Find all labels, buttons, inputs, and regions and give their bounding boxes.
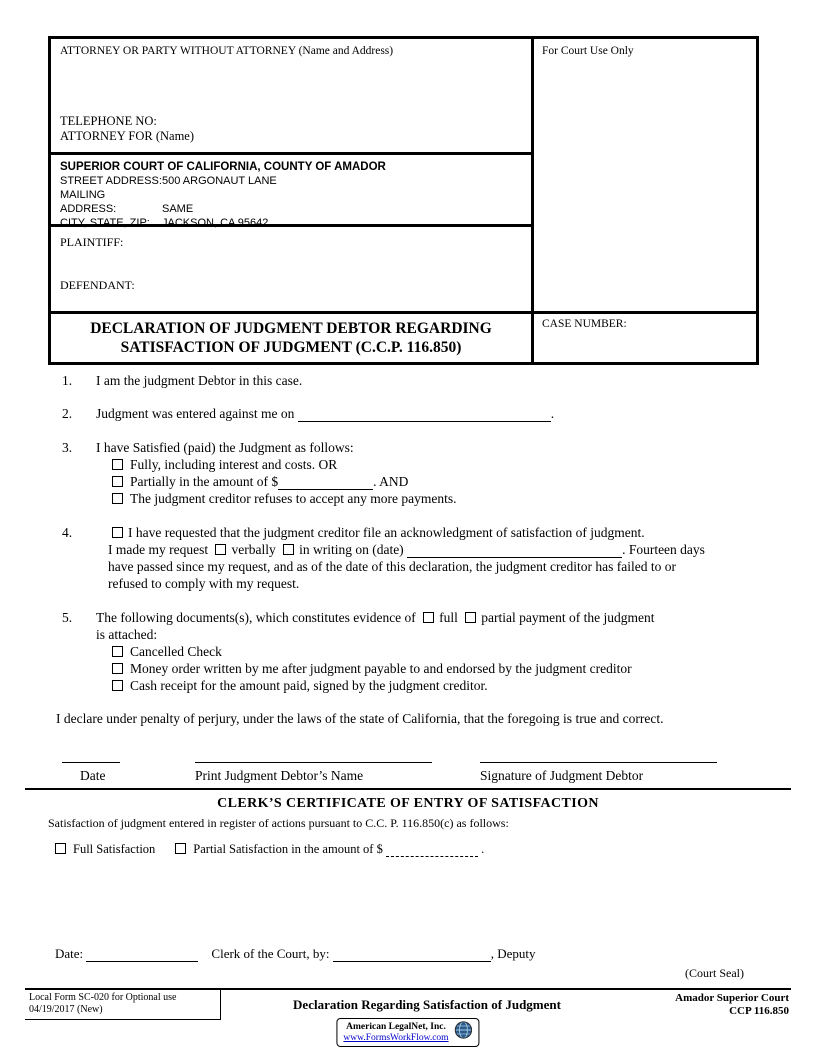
item-1-text: I am the judgment Debtor in this case. <box>96 373 303 388</box>
item-3a-row <box>112 456 768 473</box>
checkbox-cancelled-check[interactable] <box>112 646 123 657</box>
item-5a-row <box>112 643 768 660</box>
checkbox-evidence-full[interactable] <box>423 612 434 623</box>
request-date-line[interactable] <box>407 545 622 558</box>
item-5-partial: partial payment of the judgment <box>481 610 655 625</box>
form-title-line1: DECLARATION OF JUDGMENT DEBTOR REGARDING <box>90 320 492 337</box>
telephone-label: TELEPHONE NO: <box>60 114 157 128</box>
footer-ccp-code: CCP 116.850 <box>729 1005 789 1017</box>
item-5c-row <box>112 677 768 694</box>
clerk-subtext: Satisfaction of judgment entered in register of actions pursuant to C.C. P. 116.850(c) as follows: <box>48 816 509 830</box>
item-5 <box>62 609 768 694</box>
footer-form-info <box>25 990 221 1020</box>
item-3b-post: . AND <box>373 474 409 489</box>
form-title <box>51 314 534 362</box>
form-body <box>56 372 768 784</box>
clerk-section <box>0 796 816 857</box>
deputy-label: , Deputy <box>490 946 536 961</box>
checkbox-requested[interactable] <box>112 527 123 538</box>
item-3c-row <box>112 490 768 507</box>
attorney-for-label: ATTORNEY FOR (Name) <box>60 129 195 143</box>
attorney-label: ATTORNEY OR PARTY WITHOUT ATTORNEY (Name and Address) <box>60 45 394 57</box>
item-4a-text: I have requested that the judgment creditor file an acknowledgment of satisfaction of judgment. <box>128 525 645 540</box>
legalnet-company: American LegalNet, Inc. <box>346 1021 446 1032</box>
case-number-label: CASE NUMBER: <box>542 318 627 330</box>
clerk-date-line[interactable] <box>86 949 198 962</box>
attorney-box <box>51 39 531 155</box>
attorney-blank-area[interactable] <box>60 57 522 114</box>
legalnet-link[interactable]: www.FormsWorkFlow.com <box>343 1032 449 1043</box>
caption-left-column <box>51 39 534 311</box>
item-5c-text: Cash receipt for the amount paid, signed by the judgment creditor. <box>130 678 488 693</box>
legalnet-text <box>343 1022 448 1044</box>
item-4c-text: have passed since my request, and as of the date of this declaration, the judgment creditor has failed to or <box>108 559 676 574</box>
footer-form-line2: 04/19/2017 (New) <box>29 1004 103 1015</box>
full-satisfaction-label: Full Satisfaction <box>73 842 156 856</box>
item-5a-text: Cancelled Check <box>130 644 222 659</box>
footer-form-title: Declaration Regarding Satisfaction of Judgment <box>293 997 561 1012</box>
signature-row <box>62 749 768 784</box>
city-state-zip-label: CITY, STATE, ZIP: <box>60 217 150 229</box>
item-2 <box>62 405 768 422</box>
item-4-number: 4. <box>62 525 73 540</box>
item-1-number: 1. <box>62 373 73 388</box>
checkbox-money-order[interactable] <box>112 663 123 674</box>
perjury-declaration: I declare under penalty of perjury, under the laws of the state of California, that the foregoing is true and correct. <box>56 711 664 726</box>
item-2-text: Judgment was entered against me on <box>96 406 295 421</box>
item-3-intro: I have Satisfied (paid) the Judgment as follows: <box>96 440 354 455</box>
form-header <box>48 36 759 365</box>
clerk-heading: CLERK’S CERTIFICATE OF ENTRY OF SATISFACTION <box>217 796 599 811</box>
checkbox-in-writing[interactable] <box>283 544 294 555</box>
case-number-box <box>534 314 756 362</box>
clerk-date-row <box>55 946 536 962</box>
signature-line[interactable] <box>480 749 717 763</box>
date-signature-block <box>62 749 195 784</box>
item-4b-row <box>108 541 768 558</box>
court-title: SUPERIOR COURT OF CALIFORNIA, COUNTY OF AMADOR <box>60 161 386 173</box>
date-label: Date <box>80 768 106 783</box>
signature-block <box>480 749 720 784</box>
clerk-by-label: Clerk of the Court, by: <box>211 946 330 961</box>
clerk-by-line[interactable] <box>333 949 491 962</box>
title-row <box>48 311 759 365</box>
partial-satisfaction-post: . <box>481 842 485 856</box>
partial-satisfaction-pre: Partial Satisfaction in the amount of $ <box>193 842 383 856</box>
item-3 <box>62 439 768 507</box>
item-4d-text: refused to comply with my request. <box>108 576 300 591</box>
item-4b-pre: I made my request <box>108 542 209 557</box>
mailing-address-value: SAME <box>162 203 194 215</box>
court-mailing-row <box>60 188 522 216</box>
item-4b-post: . Fourteen days <box>622 542 705 557</box>
court-box <box>51 155 531 227</box>
item-4b-writing: in writing on (date) <box>299 542 404 557</box>
checkbox-partial-satisfaction[interactable] <box>175 843 186 854</box>
footer-form-line1: Local Form SC-020 for Optional use <box>29 992 177 1003</box>
checkbox-cash-receipt[interactable] <box>112 680 123 691</box>
checkbox-refuses[interactable] <box>112 493 123 504</box>
item-4 <box>62 524 768 592</box>
item-3b-row <box>112 473 768 490</box>
item-1 <box>62 372 768 389</box>
legalnet-badge <box>336 1018 479 1047</box>
globe-icon <box>455 1021 473 1044</box>
court-street-row <box>60 174 522 188</box>
clerk-partial-amount-line[interactable] <box>386 844 478 857</box>
item-5-number: 5. <box>62 610 73 625</box>
defendant-label: DEFENDANT: <box>60 278 135 292</box>
court-use-box <box>534 39 756 311</box>
footer-court-info <box>633 990 791 1020</box>
item-4b-verbally: verbally <box>231 542 276 557</box>
print-name-line[interactable] <box>195 749 432 763</box>
checkbox-evidence-partial[interactable] <box>465 612 476 623</box>
street-address-value: 500 ARGONAUT LANE <box>162 175 277 187</box>
mailing-address-label: MAILING ADDRESS: <box>60 189 117 215</box>
item-5b-row <box>112 660 768 677</box>
signature-label: Signature of Judgment Debtor <box>480 768 644 783</box>
item-5-full: full <box>439 610 458 625</box>
plaintiff-label: PLAINTIFF: <box>60 235 124 249</box>
sig-date-line[interactable] <box>62 749 120 763</box>
item-5-pre: The following documents(s), which constitutes evidence of <box>96 610 416 625</box>
clerk-date-label: Date: <box>55 946 84 961</box>
item-4a-row <box>108 524 768 541</box>
item-2-period: . <box>550 406 555 421</box>
checkbox-partially[interactable] <box>112 476 123 487</box>
checkbox-full-satisfaction[interactable] <box>55 843 66 854</box>
parties-box <box>51 227 531 311</box>
caption-grid <box>48 36 759 311</box>
judgment-entered-date-line[interactable] <box>298 409 551 422</box>
court-seal-label: (Court Seal) <box>685 966 744 980</box>
checkbox-fully[interactable] <box>112 459 123 470</box>
item-5b-text: Money order written by me after judgment payable to and endorsed by the judgment creditor <box>130 661 632 676</box>
item-3c-text: The judgment creditor refuses to accept any more payments. <box>130 491 457 506</box>
item-2-number: 2. <box>62 406 73 421</box>
checkbox-verbally[interactable] <box>215 544 226 555</box>
street-address-label: STREET ADDRESS: <box>60 175 162 187</box>
item-3a-text: Fully, including interest and costs. OR <box>130 457 338 472</box>
item-5-cont: is attached: <box>96 627 158 642</box>
print-name-block <box>195 749 480 784</box>
form-title-line2: SATISFACTION OF JUDGMENT (C.C.P. 116.850) <box>120 339 462 356</box>
clerk-checkbox-row <box>55 842 816 857</box>
footer-court-name: Amador Superior Court <box>675 992 789 1004</box>
item-3b-pre: Partially in the amount of $ <box>130 474 279 489</box>
footer-band <box>25 988 791 1020</box>
court-use-label: For Court Use Only <box>542 45 634 57</box>
partial-amount-line[interactable] <box>278 477 373 490</box>
item-5-intro-row <box>96 609 768 626</box>
city-state-zip-value: JACKSON, CA 95642 <box>162 217 269 229</box>
item-3-number: 3. <box>62 440 73 455</box>
print-name-label: Print Judgment Debtor’s Name <box>195 768 364 783</box>
clerk-section-divider <box>25 788 791 790</box>
